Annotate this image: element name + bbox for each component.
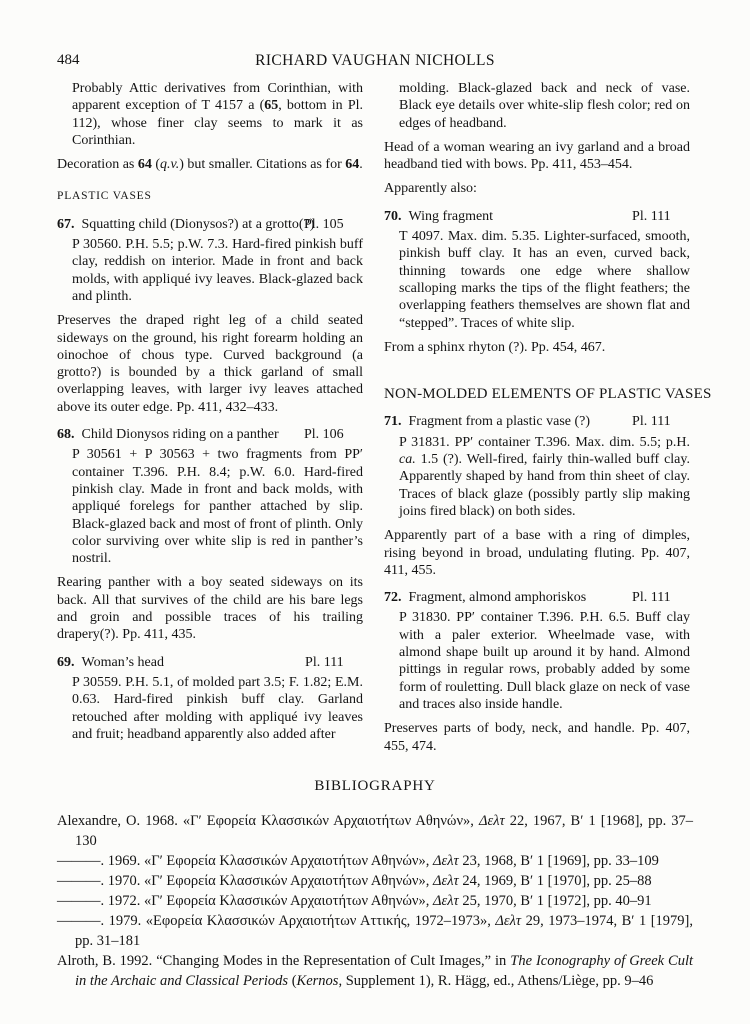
entry-title: Wing fragment [408, 208, 494, 224]
entry-commentary: Preserves parts of body, neck, and handle. Pp. 407, 455, 474. [384, 721, 690, 754]
plate-reference: Pl. 111 [632, 590, 671, 606]
entry-number: 67. [57, 216, 75, 232]
plate-reference: Pl. 106 [304, 427, 344, 443]
entry-commentary: From a sphinx rhyton (?). Pp. 454, 467. [384, 339, 606, 355]
catalog-entry-68 [57, 426, 363, 644]
entry-number: 68. [57, 427, 75, 443]
bibliography-heading: BIBLIOGRAPHY [314, 778, 436, 794]
entry-number: 69. [57, 654, 75, 670]
entry-heading [384, 589, 690, 606]
entry-description: P 30560. P.H. 5.5; p.W. 7.3. Hard-fired pinkish buff clay, reddish on interior. Made in front and back molds, with appliqué ivy leaves. Black-glazed back and plinth. [72, 237, 363, 304]
bibliography-entry: Alexandre, O. 1968. «Γ′ Εφορεία Κλασσικών Αρχαιοτήτων Αθηνών», Δελτ 22, 1967, Β′ 1 [1968], pp. 37–130 [57, 813, 693, 849]
entry-title: Fragment from a plastic vase (?) [408, 414, 591, 430]
page-header [57, 52, 693, 72]
entry-title: Fragment, almond amphoriskos [408, 590, 587, 606]
two-column-body [57, 80, 712, 762]
entry-description: P 30559. P.H. 5.1, of molded part 3.5; F. 1.82; E.M. 0.63. Hard-fired pinkish buff clay. Garland retouched after molding with appliqué ivy leaves and fruit; headband apparently also added after [72, 674, 363, 742]
entry-description: T 4097. Max. dim. 5.35. Lighter-surfaced, smooth, pinkish buff clay. It has an even, curved back, thinning towards one edge where shallow scalloping marks the tips of the flight feathers; the overlapping feathers themselves are shown flat and “stepped”. Traces of white slip. [399, 229, 690, 331]
entry-69-commentary: Head of a woman wearing an ivy garland and a broad headband tied with bows. Pp. 411, 453–454. [384, 139, 690, 173]
entry-number: 72. [384, 590, 402, 606]
catalog-entry-70 [384, 208, 690, 356]
right-column [384, 80, 712, 762]
entry-commentary: Apparently part of a base with a ring of dimples, rising beyond in broad, undulating fluting. Pp. 407, 411, 455. [384, 528, 690, 578]
catalog-entry-67 [57, 216, 363, 416]
entry-heading [57, 216, 363, 233]
plate-reference: Pl. 111 [632, 208, 671, 224]
non-molded-heading: NON-MOLDED ELEMENTS OF PLASTIC VASES [384, 386, 712, 403]
decoration-note: Decoration as 64 (q.v.) but smaller. Citations as for 64. [57, 157, 363, 173]
page-number: 484 [57, 52, 80, 68]
plate-reference: Pl. 111 [632, 414, 671, 430]
bibliography-entry: ———. 1969. «Γ′ Εφορεία Κλασσικών Αρχαιοτήτων Αθηνών», Δελτ 23, 1968, Β′ 1 [1969], pp. 33–109 [57, 853, 659, 869]
entry-heading [57, 426, 363, 443]
entry-description: P 31831. PP′ container T.396. Max. dim. 5.5; p.H. ca. 1.5 (?). Well-fired, fairly thin-walled buff clay. Apparently shaped by hand from thin sheet of clay. Traces of black glaze (possibly partly slip making joins fired black) on both sides. [399, 434, 690, 519]
apparently-also-note: Apparently also: [384, 181, 477, 197]
entry-title: Woman’s head [81, 654, 164, 670]
bibliography-entry: ———. 1972. «Γ′ Εφορεία Κλασσικών Αρχαιοτήτων Αθηνών», Δελτ 25, 1970, Β′ 1 [1972], pp. 40–91 [57, 893, 652, 909]
bibliography-entry: ———. 1970. «Γ′ Εφορεία Κλασσικών Αρχαιοτήτων Αθηνών», Δελτ 24, 1969, Β′ 1 [1970], pp. 25–88 [57, 873, 652, 889]
entry-commentary: Rearing panther with a boy seated sideways on its back. All that survives of the child are his bare legs and groin and possible traces of his trailing drapery(?). Pp. 411, 435. [57, 575, 363, 643]
plate-reference: Pl. 105 [304, 216, 344, 232]
entry-description: P 30561 + P 30563 + two fragments from PP′ container T.396. P.H. 8.4; p.W. 6.0. Hard-fired pinkish clay. Made in front and back molds, with appliqué forelegs for panther attached by slip. Black-glazed back and most of front of plinth. Only color surviving over white slip is red in panther’s nostril. [72, 447, 363, 567]
catalog-entry-71 [384, 413, 690, 579]
entry-commentary: Preserves the draped right leg of a child seated sideways on the ground, his right forearm holding an oinochoe of chous type. Curved background (a grotto?) is bounded by a thick garland of small overlapping leaves, with larger ivy leaves attached above its outer edge. Pp. 411, 432–433. [57, 313, 363, 415]
bibliography-entry: Alroth, B. 1992. “Changing Modes in the Representation of Cult Images,” in The Iconography of Greek Cult in the Archaic and Classical Periods (Kernos, Supplement 1), R. Hägg, ed., Athens/Liège, pp. 9–46 [57, 953, 694, 989]
entry-description: P 31830. PP′ container T.396. P.H. 6.5. Buff clay with a paler exterior. Wheelmade vase, with almond shape built up around it by hand. Almond pittings in regular rows, probably added by some form of rouletting. Dull black glaze on neck of vase and traces also inside handle. [399, 610, 690, 712]
entry-69-continuation: molding. Black-glazed back and neck of vase. Black eye details over white-slip flesh color; red on edges of headband. [399, 81, 690, 131]
plastic-vases-heading: PLASTIC VASES [57, 190, 152, 203]
entry-number: 71. [384, 414, 402, 430]
left-column [57, 80, 363, 762]
bibliography-section [57, 778, 693, 991]
plate-reference: Pl. 111 [305, 654, 344, 670]
entry-title: Squatting child (Dionysos?) at a grotto(?) [81, 216, 315, 232]
bibliography-entry: ———. 1979. «Εφορεία Κλασσικών Αρχαιοτήτων Αττικής, 1972–1973», Δελτ 29, 1973–1974, Β′ 1 [1979], pp. 31–181 [57, 913, 693, 949]
entry-heading [384, 208, 690, 225]
entry-heading [384, 413, 690, 430]
entry-number: 70. [384, 208, 402, 224]
entry-heading [57, 654, 363, 671]
catalog-entry-72 [384, 589, 690, 755]
entry-title: Child Dionysos riding on a panther [81, 427, 279, 443]
catalog-entry-69 [57, 654, 363, 743]
intro-paragraph: Probably Attic derivatives from Corinthian, with apparent exception of T 4157 a (65, bottom in Pl. 112), whose finer clay seems to mark it as Corinthian. [72, 81, 364, 148]
running-head: RICHARD VAUGHAN NICHOLLS [255, 52, 495, 69]
